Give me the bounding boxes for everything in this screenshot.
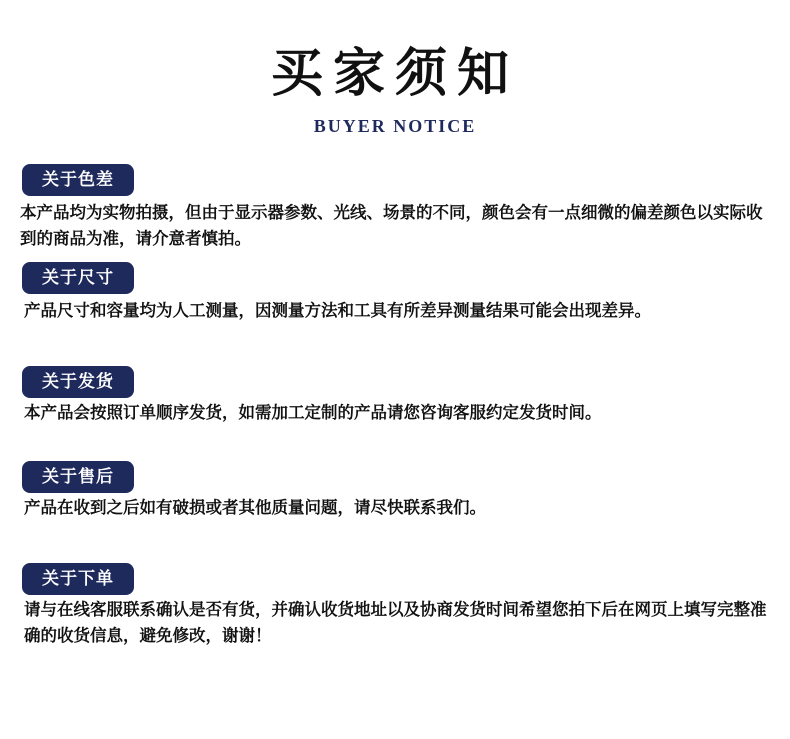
- section-heading-badge: 关于色差: [22, 164, 134, 196]
- section-heading-badge: 关于下单: [22, 563, 134, 595]
- section-text: 本产品会按照订单顺序发货，如需加工定制的产品请您咨询客服约定发货时间。: [24, 403, 602, 422]
- page-subtitle: BUYER NOTICE: [313, 116, 477, 136]
- section-heading-badge: 关于发货: [22, 366, 134, 398]
- section-text: 产品在收到之后如有破损或者其他质量问题，请尽快联系我们。: [24, 498, 486, 517]
- page-title: 买家须知: [270, 43, 519, 104]
- section-text: 本产品均为实物拍摄，但由于显示器参数、光线、场景的不同，颜色会有一点细微的偏差颜色以实际收到的商品为准，请介意者慎拍。: [20, 203, 763, 248]
- section-heading-badge: 关于售后: [22, 461, 134, 493]
- section-heading-badge: 关于尺寸: [22, 262, 134, 294]
- section-text: 产品尺寸和容量均为人工测量，因测量方法和工具有所差异测量结果可能会出现差异。: [24, 301, 651, 320]
- section-text: 请与在线客服联系确认是否有货，并确认收货地址以及协商发货时间希望您拍下后在网页上填写完整准确的收货信息，避免修改，谢谢！: [24, 600, 767, 645]
